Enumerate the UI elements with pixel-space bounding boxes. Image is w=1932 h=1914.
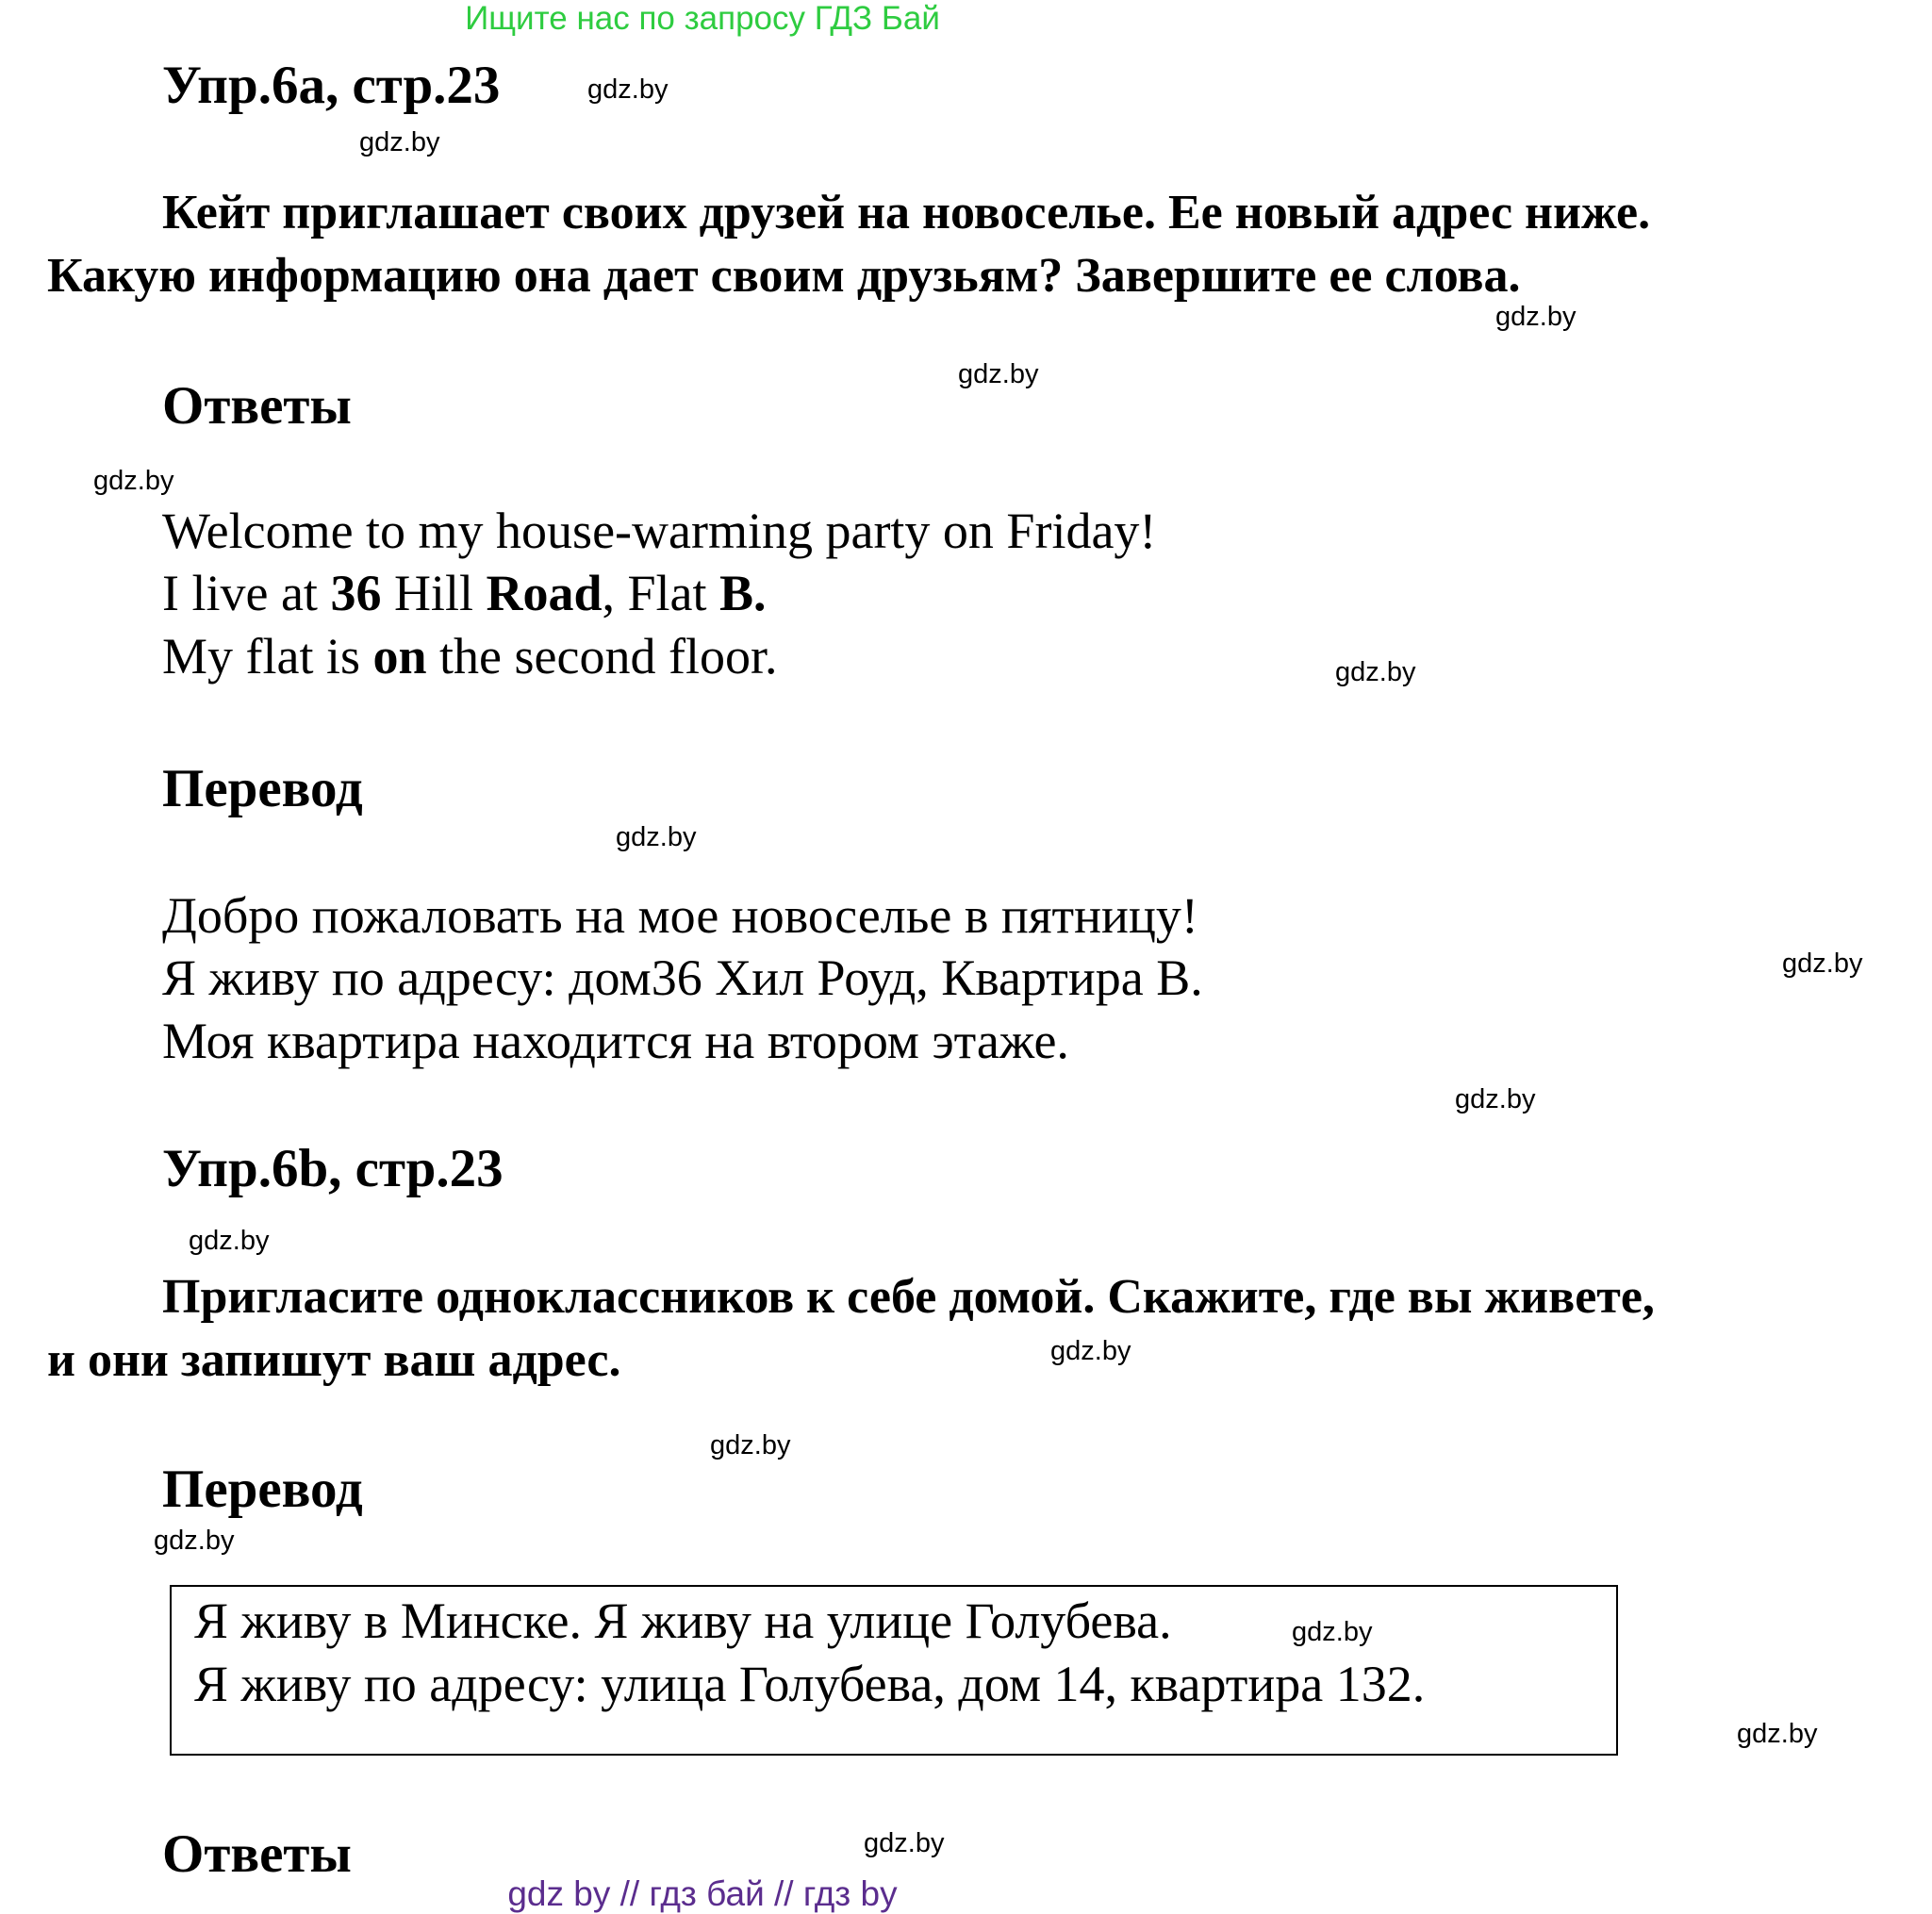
watermark: gdz.by [1050,1336,1131,1366]
watermark: gdz.by [710,1430,791,1460]
watermark: gdz.by [864,1828,945,1858]
box-line-2: Я живу по адресу: улица Голубева, дом 14, квартира 132. [194,1656,1426,1712]
watermark: gdz.by [1455,1084,1536,1114]
watermark: gdz.by [154,1526,235,1556]
watermark: gdz.by [93,466,174,496]
answer-line-2 [162,564,767,622]
exercise-6b-task-line1: Пригласите одноклассников к себе домой. Скажите, где вы живете, [162,1270,1655,1324]
translation-line-3: Моя квартира находится на втором этаже. [162,1013,1069,1069]
answer-line-3-bold1: on [372,628,427,685]
watermark: gdz.by [1292,1617,1373,1647]
answer-line-2-part3: , Flat [602,565,719,621]
answer-line-3-part1: My flat is [162,628,373,685]
exercise-6a-task-line2: Какую информацию она дает своим друзьям? Завершите ее слова. [47,249,1521,303]
exercise-6a-answers-heading: Ответы [162,376,352,436]
exercise-6a-task-line1: Кейт приглашает своих друзей на новоселье. Ее новый адрес ниже. [162,186,1651,239]
watermark: gdz.by [1782,949,1863,979]
watermark: gdz.by [958,359,1039,389]
watermark: gdz.by [189,1226,270,1256]
watermark: gdz.by [616,822,697,852]
answer-line-2-bold3: B. [719,565,767,621]
watermark: gdz.by [1737,1719,1818,1749]
footer-links: gdz by // гдз бай // гдз by [507,1874,898,1913]
answer-line-2-part2: Hill [381,565,487,621]
answer-line-2-bold1: 36 [330,565,382,621]
watermark: gdz.by [587,74,669,105]
translation-line-1: Добро пожаловать на мое новоселье в пятницу! [162,887,1198,944]
exercise-6b-task-line2: и они запишут ваш адрес. [47,1333,621,1387]
exercise-6b-heading: Упр.6b, стр.23 [162,1139,504,1198]
exercise-6b-answers-heading: Ответы [162,1824,352,1884]
watermark: gdz.by [1335,657,1416,687]
answer-line-1: Welcome to my house-warming party on Friday! [162,503,1157,559]
box-line-1: Я живу в Минске. Я живу на улице Голубева. [194,1592,1172,1649]
exercise-6a-translation-heading: Перевод [162,759,363,818]
exercise-6b-translation-heading: Перевод [162,1460,363,1519]
translation-line-2: Я живу по адресу: дом36 Хил Роуд, Квартира B. [162,949,1203,1006]
answer-line-3-part2: the second floor. [426,628,778,685]
watermark: gdz.by [1495,302,1577,332]
top-banner: Ищите нас по запросу ГДЗ Бай [465,0,940,37]
exercise-6a-heading: Упр.6а, стр.23 [162,56,501,115]
answer-line-2-bold2: Road [486,565,603,621]
answer-line-3 [162,627,777,685]
watermark: gdz.by [359,127,440,157]
answer-line-2-part1: I live at [162,565,331,621]
